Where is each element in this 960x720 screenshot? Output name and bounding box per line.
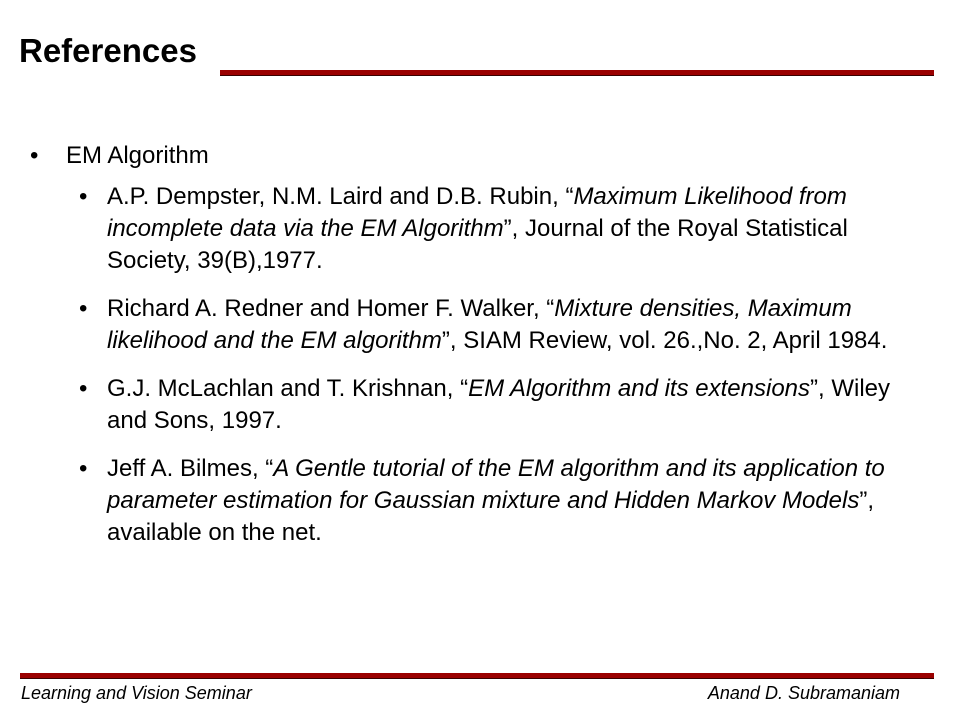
reference-title: A Gentle tutorial of the EM algorithm and its application to parameter estimation for Gaussian mixture and Hidden Markov Models <box>107 455 885 514</box>
reference-source: , Wiley and Sons, 1997. <box>107 375 891 434</box>
reference-authors: Richard A. Redner and Homer F. Walker, <box>107 295 547 322</box>
reference-source: , available on the net. <box>107 487 875 546</box>
section-bullet <box>30 138 935 173</box>
reference-authors: G.J. McLachlan and T. Krishnan, <box>107 375 461 402</box>
bullet-icon: • <box>79 375 88 402</box>
reference-authors: A.P. Dempster, N.M. Laird and D.B. Rubin, <box>107 183 566 210</box>
open-quote: “ <box>565 183 574 210</box>
bullet-icon: • <box>79 295 88 322</box>
close-quote: ” <box>859 487 868 514</box>
bullet-icon: • <box>30 142 39 169</box>
open-quote: “ <box>265 455 274 482</box>
reference-item-mclachlan <box>79 373 935 437</box>
close-quote: ” <box>503 215 512 242</box>
footer-divider <box>20 673 934 679</box>
footer-seminar-name: Learning and Vision Seminar <box>21 683 252 703</box>
bullet-icon: • <box>79 455 88 482</box>
open-quote: “ <box>546 295 555 322</box>
reference-title: EM Algorithm and its extensions <box>468 375 811 402</box>
reference-item-redner <box>79 293 935 357</box>
reference-source: , SIAM Review, vol. 26.,No. 2, April 1984. <box>449 327 888 354</box>
open-quote: “ <box>460 375 469 402</box>
bullet-icon: • <box>79 183 88 210</box>
reference-source: , Journal of the Royal Statistical Society, 39(B),1977. <box>107 215 848 274</box>
title-divider <box>220 70 934 76</box>
reference-item-dempster <box>79 181 935 277</box>
footer-author-name: Anand D. Subramaniam <box>707 683 900 703</box>
reference-title: Mixture densities, Maximum likelihood and the EM algorithm <box>107 295 852 354</box>
reference-title: Maximum Likelihood from incomplete data via the EM Algorithm <box>107 183 847 242</box>
reference-item-bilmes <box>79 453 935 549</box>
close-quote: ” <box>441 327 450 354</box>
reference-authors: Jeff A. Bilmes, <box>107 455 266 482</box>
slide-content <box>30 138 935 565</box>
section-label: EM Algorithm <box>66 142 209 169</box>
slide-title: References <box>19 32 197 69</box>
close-quote: ” <box>810 375 819 402</box>
